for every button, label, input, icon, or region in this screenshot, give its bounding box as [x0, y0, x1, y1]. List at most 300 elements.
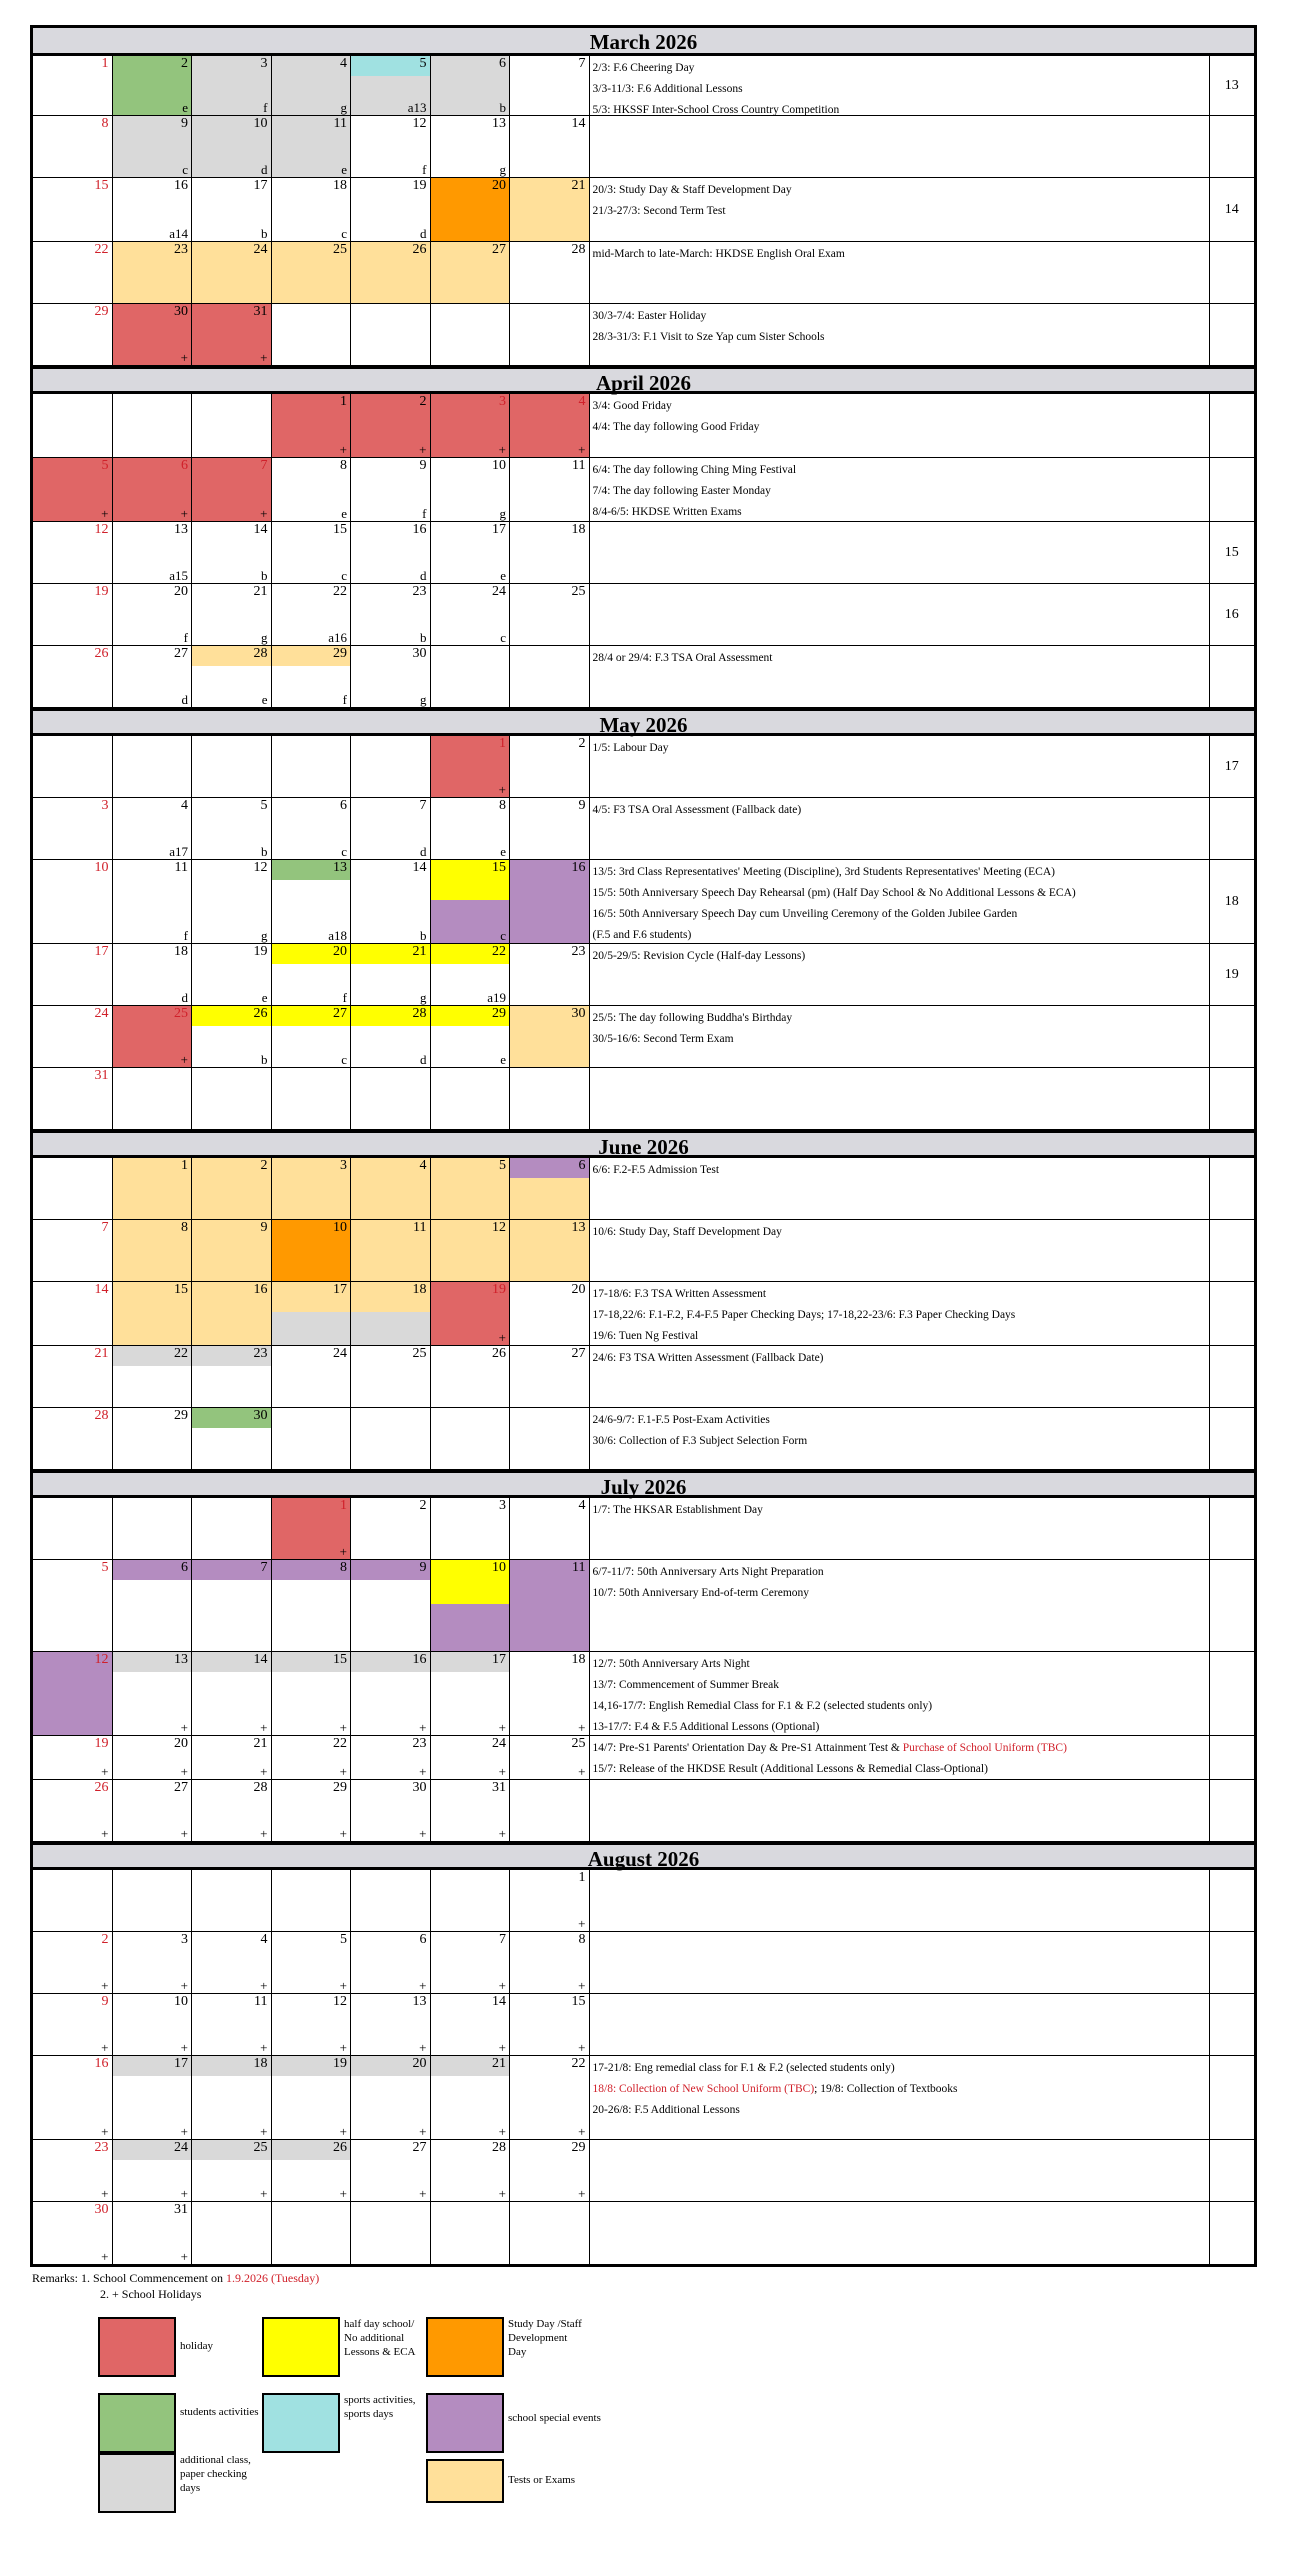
day-number: 21: [253, 1736, 268, 1751]
day-number: 29: [94, 304, 109, 319]
week-row: [33, 736, 1254, 798]
week-row: [33, 1736, 1254, 1780]
day-cell: [431, 584, 511, 645]
day-cell: [272, 1780, 352, 1841]
day-cycle-code: +: [578, 442, 586, 457]
day-number: 17: [94, 944, 109, 959]
day-number: 18: [333, 178, 347, 193]
day-cell: [113, 56, 193, 115]
events-cell: [590, 458, 1210, 521]
day-number: 6: [181, 1560, 188, 1575]
day-cycle-code: +: [498, 2186, 506, 2201]
day-number: 5: [340, 1932, 347, 1947]
day-number: 8: [101, 116, 109, 131]
day-cycle-code: b: [499, 100, 506, 115]
event-line: 12/7: 50th Anniversary Arts Night: [592, 1658, 750, 1670]
event-line: 7/4: The day following Easter Monday: [592, 485, 771, 497]
day-cell: [431, 1068, 511, 1129]
day-highlight-band: [113, 1560, 192, 1580]
day-cycle-code: a18: [328, 928, 347, 943]
week-number: [1210, 458, 1255, 521]
day-number: 14: [571, 116, 586, 131]
day-number: 21: [571, 178, 586, 193]
day-cell: [33, 56, 113, 115]
day-cycle-code: g: [499, 506, 506, 521]
day-cell: [113, 1158, 193, 1219]
legend-swatch-extra: [98, 2453, 176, 2513]
events-cell: [590, 1652, 1210, 1735]
day-number: 23: [412, 1736, 427, 1751]
day-number: 10: [492, 1560, 506, 1575]
day-cell: [351, 1994, 431, 2055]
event-line: [593, 1738, 1206, 1759]
day-number: 27: [412, 2140, 427, 2155]
day-cell: [431, 1870, 511, 1931]
day-cell: [272, 860, 352, 943]
day-cell: [351, 1006, 431, 1067]
event-line: (F.5 and F.6 students): [592, 929, 692, 941]
month-title: August 2026: [33, 1842, 1254, 1870]
day-cell: [113, 1560, 193, 1651]
event-line: 6/4: The day following Ching Ming Festival: [592, 464, 797, 476]
day-cell: [33, 646, 113, 707]
event-line: 19/6: Tuen Ng Festival: [592, 1330, 699, 1342]
day-cycle-code: +: [498, 2124, 506, 2139]
day-cell: [510, 1220, 590, 1281]
week-row: [33, 798, 1254, 860]
day-cell: [431, 1158, 511, 1219]
day-number: 20: [333, 944, 347, 959]
day-number: 16: [174, 178, 188, 193]
day-cell: [351, 1560, 431, 1651]
day-number: 3: [499, 394, 506, 409]
day-cycle-code: f: [263, 100, 268, 115]
day-cycle-code: e: [500, 568, 506, 583]
day-number: 26: [492, 1346, 506, 1361]
day-cell: [192, 1158, 272, 1219]
day-cycle-code: +: [578, 1764, 586, 1779]
event-line: 13/5: 3rd Class Representatives' Meeting (Discipline), 3rd Students Representatives' Meeting (ECA): [592, 866, 1055, 878]
day-cell: [192, 1932, 272, 1993]
remarks-label: Remarks:: [32, 2271, 78, 2285]
day-cycle-code: +: [339, 1720, 347, 1735]
week-row: [33, 1068, 1254, 1130]
day-cycle-code: e: [261, 692, 268, 707]
day-number: 10: [253, 116, 268, 131]
day-number: 22: [571, 2056, 586, 2071]
day-cell: [510, 1994, 590, 2055]
day-number: 1: [340, 394, 347, 409]
day-number: 26: [94, 646, 109, 661]
day-number: 16: [412, 522, 427, 537]
day-number: 12: [94, 1652, 109, 1667]
legend-label-study: Study Day /Staff Development Day: [508, 2318, 582, 2358]
day-cycle-code: +: [419, 2040, 427, 2055]
legend-label-exam: Tests or Exams: [508, 2474, 576, 2486]
day-cell: [351, 944, 431, 1005]
day-number: 31: [253, 304, 268, 319]
day-number: 29: [174, 1408, 188, 1423]
event-line: 15/5: 50th Anniversary Speech Day Rehearsal (pm) (Half Day School & No Additional Lessons & ECA): [592, 887, 1076, 899]
day-number: 24: [492, 584, 506, 599]
day-number: 22: [492, 944, 506, 959]
day-cell: [33, 1736, 113, 1779]
day-cycle-code: +: [101, 2186, 109, 2201]
day-cycle-code: f: [422, 506, 427, 521]
events-cell: [590, 736, 1210, 797]
day-number: 26: [412, 242, 427, 257]
day-cycle-code: +: [498, 442, 506, 457]
day-cell: [113, 1346, 193, 1407]
day-cell: [113, 242, 193, 303]
day-cell: [431, 394, 511, 457]
day-cycle-code: g: [261, 630, 268, 645]
day-cycle-code: +: [419, 1720, 427, 1735]
day-cell: [351, 304, 431, 365]
day-cell: [431, 2140, 511, 2201]
events-cell: [590, 1994, 1210, 2055]
month-title: April 2026: [33, 366, 1254, 394]
day-cycle-code: b: [261, 1052, 268, 1067]
event-line: 10/6: Study Day, Staff Development Day: [592, 1226, 782, 1238]
day-cell: [33, 736, 113, 797]
day-cycle-code: +: [578, 2186, 586, 2201]
day-cell: [192, 2056, 272, 2139]
week-row: [33, 944, 1254, 1006]
day-number: 1: [181, 1158, 188, 1173]
day-number: 24: [492, 1736, 506, 1751]
day-number: 2: [181, 56, 188, 71]
day-number: 27: [174, 1780, 188, 1795]
day-number: 27: [333, 1006, 347, 1021]
week-row: [33, 242, 1254, 304]
events-cell: [590, 944, 1210, 1005]
day-cell: [272, 584, 352, 645]
day-cell: [272, 1282, 352, 1345]
day-cell: [510, 1346, 590, 1407]
day-number: 11: [572, 1560, 586, 1575]
legend-swatch-student: [98, 2393, 176, 2453]
day-cell: [33, 2202, 113, 2264]
event-highlight-text: Purchase of School Uniform (TBC): [902, 1742, 1067, 1754]
events-cell: [590, 1220, 1210, 1281]
day-number: 25: [571, 584, 586, 599]
day-cycle-code: c: [500, 630, 506, 645]
day-number: 8: [340, 458, 347, 473]
day-number: 27: [571, 1346, 586, 1361]
day-highlight-band: [192, 1560, 271, 1580]
day-number: 17: [253, 178, 268, 193]
day-cell: [272, 944, 352, 1005]
day-cell: [272, 1560, 352, 1651]
day-cell: [431, 1282, 511, 1345]
day-number: 4: [578, 394, 586, 409]
legend-swatch-halfday: [262, 2317, 340, 2377]
day-cycle-code: g: [420, 692, 427, 707]
week-row: [33, 2056, 1254, 2140]
day-number: 5: [419, 56, 427, 71]
day-cell: [192, 1408, 272, 1469]
legend-label-holiday: holiday: [180, 2340, 213, 2352]
day-cell: [33, 1006, 113, 1067]
day-cycle-code: +: [498, 2040, 506, 2055]
day-number: 10: [333, 1220, 347, 1235]
day-cell: [431, 646, 511, 707]
day-cell: [272, 2140, 352, 2201]
events-cell: [590, 1498, 1210, 1559]
day-cycle-code: a14: [169, 226, 188, 241]
day-number: 6: [419, 1932, 427, 1947]
day-number: 24: [253, 242, 268, 257]
events-cell: [590, 1158, 1210, 1219]
day-cycle-code: f: [183, 630, 188, 645]
day-cell: [272, 1006, 352, 1067]
day-cycle-code: +: [578, 1916, 586, 1931]
day-number: 20: [571, 1282, 586, 1297]
week-number: [1210, 242, 1255, 303]
event-line: 13/7: Commencement of Summer Break: [592, 1679, 780, 1691]
day-cell: [510, 1652, 590, 1735]
day-cycle-code: +: [180, 2040, 188, 2055]
day-cell: [431, 304, 511, 365]
day-cycle-code: c: [341, 1052, 347, 1067]
day-cycle-code: +: [339, 2040, 347, 2055]
day-cell: [510, 304, 590, 365]
day-cycle-code: b: [420, 928, 427, 943]
day-cell: [351, 584, 431, 645]
legend-swatch-holiday: [98, 2317, 176, 2377]
day-cell: [113, 1498, 193, 1559]
day-number: 5: [260, 798, 268, 813]
week-number: [1210, 1282, 1255, 1345]
day-number: 6: [578, 1158, 586, 1173]
events-cell: [590, 522, 1210, 583]
day-number: 20: [492, 178, 506, 193]
day-number: 21: [412, 944, 427, 959]
day-cell: [351, 798, 431, 859]
day-number: 25: [412, 1346, 427, 1361]
day-cell: [33, 1870, 113, 1931]
events-cell: [590, 2056, 1210, 2139]
day-cell: [113, 394, 193, 457]
day-cycle-code: +: [578, 2040, 586, 2055]
events-cell: [590, 1068, 1210, 1129]
day-cycle-code: c: [341, 568, 347, 583]
day-cell: [113, 736, 193, 797]
day-cell: [431, 798, 511, 859]
day-highlight-band-secondary: [431, 1604, 510, 1651]
day-number: 8: [578, 1932, 586, 1947]
day-cycle-code: d: [181, 692, 188, 707]
day-cell: [431, 458, 511, 521]
day-number: 27: [174, 646, 188, 661]
day-number: 29: [492, 1006, 506, 1021]
day-cell: [351, 116, 431, 177]
legend-label-halfday: half day school/ No additional Lessons & ECA: [344, 2318, 416, 2358]
day-cycle-code: g: [261, 928, 268, 943]
day-number: 1: [578, 1870, 586, 1885]
day-number: 22: [333, 1736, 347, 1751]
legend-label-special: school special events: [508, 2412, 601, 2424]
event-line: 10/7: 50th Anniversary End-of-term Ceremony: [592, 1587, 810, 1599]
day-highlight-band: [272, 1560, 351, 1580]
day-cell: [192, 584, 272, 645]
day-number: 14: [492, 1994, 506, 2009]
day-cycle-code: +: [180, 2186, 188, 2201]
event-line: 30/5-16/6: Second Term Exam: [592, 1033, 734, 1045]
day-cell: [272, 242, 352, 303]
day-cell: [113, 2140, 193, 2201]
week-row: [33, 178, 1254, 242]
day-cell: [351, 458, 431, 521]
event-text: 14/7: Pre-S1 Parents' Orientation Day & Pre-S1 Attainment Test &: [592, 1742, 903, 1754]
day-cell: [113, 458, 193, 521]
day-cell: [192, 178, 272, 241]
day-number: 19: [412, 178, 427, 193]
day-cell: [113, 1652, 193, 1735]
day-cell: [351, 1346, 431, 1407]
week-number: 16: [1224, 606, 1239, 622]
day-cell: [33, 944, 113, 1005]
day-cell: [272, 1994, 352, 2055]
day-cell: [351, 1652, 431, 1735]
day-cycle-code: c: [182, 162, 188, 177]
day-number: 13: [412, 1994, 427, 2009]
day-cell: [192, 860, 272, 943]
day-cycle-code: +: [498, 782, 506, 797]
day-cell: [510, 394, 590, 457]
day-number: 4: [181, 798, 188, 813]
day-cell: [192, 56, 272, 115]
day-number: 12: [412, 116, 427, 131]
event-line: 30/3-7/4: Easter Holiday: [592, 310, 707, 322]
day-number: 21: [253, 584, 268, 599]
events-cell: [590, 584, 1210, 645]
day-cell: [431, 860, 511, 943]
day-number: 21: [492, 2056, 506, 2071]
day-number: 5: [101, 1560, 109, 1575]
week-number: [1210, 1652, 1255, 1735]
event-line: 4/5: F3 TSA Oral Assessment (Fallback date): [592, 804, 802, 816]
day-cell: [351, 394, 431, 457]
day-number: 29: [333, 646, 347, 661]
week-row: [33, 458, 1254, 522]
day-cycle-code: e: [261, 990, 268, 1005]
day-cell: [510, 2140, 590, 2201]
day-cycle-code: +: [180, 1826, 188, 1841]
day-number: 12: [94, 522, 109, 537]
events-cell: [590, 1870, 1210, 1931]
day-cell: [192, 1220, 272, 1281]
day-number: 23: [253, 1346, 268, 1361]
day-number: 26: [333, 2140, 347, 2155]
week-number: 19: [1224, 966, 1239, 982]
day-cycle-code: +: [498, 1826, 506, 1841]
day-cycle-code: e: [341, 162, 347, 177]
day-cycle-code: +: [180, 506, 188, 521]
day-cell: [192, 394, 272, 457]
day-number: 22: [174, 1346, 188, 1361]
day-cycle-code: b: [261, 844, 268, 859]
day-cell: [510, 1560, 590, 1651]
day-number: 2: [419, 394, 427, 409]
day-cycle-code: +: [260, 1978, 268, 1993]
day-cycle-code: d: [181, 990, 188, 1005]
day-cell: [192, 1994, 272, 2055]
day-cell: [351, 1408, 431, 1469]
day-number: 13: [333, 860, 347, 875]
day-cycle-code: +: [101, 506, 109, 521]
day-cell: [351, 1780, 431, 1841]
day-number: 8: [499, 798, 506, 813]
day-number: 30: [253, 1408, 268, 1423]
day-number: 4: [260, 1932, 268, 1947]
day-cycle-code: +: [101, 1826, 109, 1841]
day-number: 19: [94, 584, 109, 599]
day-cell: [510, 458, 590, 521]
day-cycle-code: +: [260, 2124, 268, 2139]
day-number: 9: [578, 798, 586, 813]
week-row: [33, 1780, 1254, 1842]
day-number: 3: [181, 1932, 188, 1947]
event-line: 15/7: Release of the HKDSE Result (Additional Lessons & Remedial Class-Optional): [592, 1763, 988, 1775]
day-number: 30: [571, 1006, 586, 1021]
event-line: 6/6: F.2-F.5 Admission Test: [592, 1164, 720, 1176]
day-cycle-code: +: [339, 1826, 347, 1841]
day-cell: [431, 1408, 511, 1469]
day-cell: [192, 1870, 272, 1931]
day-number: 2: [419, 1498, 427, 1513]
day-number: 18: [571, 1652, 586, 1667]
day-number: 14: [253, 1652, 268, 1667]
week-number: [1210, 1932, 1255, 1993]
events-cell: [590, 1560, 1210, 1651]
week-row: [33, 116, 1254, 178]
day-cell: [113, 522, 193, 583]
day-cell: [431, 1780, 511, 1841]
day-cell: [431, 1736, 511, 1779]
events-cell: [590, 2202, 1210, 2264]
day-highlight-band: [351, 1560, 430, 1580]
day-number: 9: [101, 1994, 109, 2009]
week-number: 14: [1224, 201, 1239, 217]
day-cell: [351, 56, 431, 115]
day-cycle-code: +: [180, 1052, 188, 1067]
day-cycle-code: +: [260, 2186, 268, 2201]
events-cell: [590, 1006, 1210, 1067]
day-cycle-code: +: [339, 1764, 347, 1779]
day-number: 31: [94, 1068, 109, 1083]
day-number: 11: [413, 1220, 427, 1235]
event-line: 14,16-17/7: English Remedial Class for F.1 & F.2 (selected students only): [592, 1700, 933, 1712]
day-cell: [192, 1560, 272, 1651]
day-cell: [510, 2202, 590, 2264]
day-cycle-code: +: [339, 442, 347, 457]
day-cell: [431, 56, 511, 115]
day-cycle-code: +: [498, 1764, 506, 1779]
event-line: 1/7: The HKSAR Establishment Day: [592, 1504, 763, 1516]
day-cycle-code: d: [420, 568, 427, 583]
event-line: 30/6: Collection of F.3 Subject Selection Form: [592, 1435, 808, 1447]
day-cell: [510, 2056, 590, 2139]
day-cell: [431, 522, 511, 583]
day-cell: [510, 178, 590, 241]
day-cycle-code: +: [260, 1720, 268, 1735]
week-number: [1210, 646, 1255, 707]
day-cycle-code: a17: [169, 844, 188, 859]
day-cell: [33, 522, 113, 583]
day-cell: [33, 1158, 113, 1219]
